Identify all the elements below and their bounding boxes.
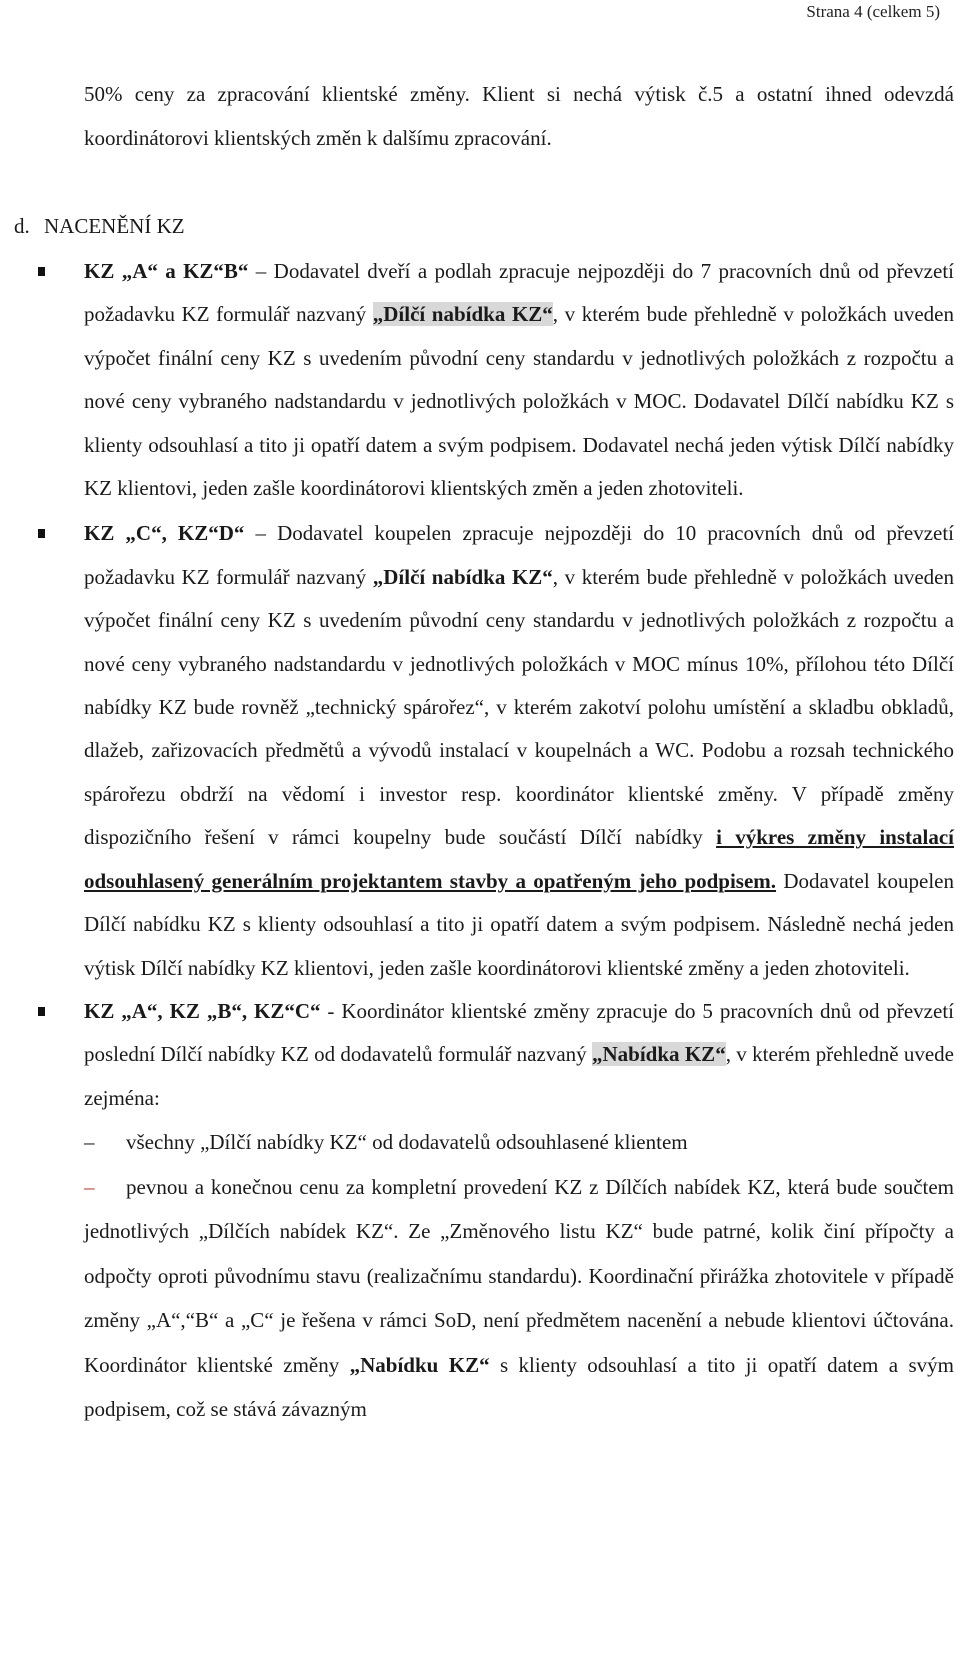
bullet-text: – Dodavatel koupelen zpracuje nejpozději do 10 pracovních dnů od převzetí požadavku KZ formulář nazvaný (84, 521, 955, 589)
page-number: Strana 4 (celkem 5) (806, 2, 940, 21)
bullet-lead: KZ „C“, KZ“D“ (84, 521, 245, 546)
form-name: „Dílčí nabídka KZ“ (372, 302, 553, 327)
bullet-text: , v kterém bude přehledně v položkách uveden výpočet finální ceny KZ s uvedením původní ceny standardu v jednotlivých položkách z rozpočtu a nové ceny vybraného nadstandardu v jednotlivých položkách v MOC. Dodavatel Dílčí nabídku KZ s klienty odsouhlasí a tito ji opatří datem a svým podpisem. Dodavatel nechá jeden výtisk Dílčí nabídky KZ klientovi, jeden zašle koordinátorovi klientských změn a jeden zhotoviteli. (84, 302, 954, 501)
section-number: d. (14, 214, 30, 238)
square-bullet-icon (38, 267, 45, 276)
bullet-text: – Dodavatel dveří a podlah zpracuje nejpozději do 7 pracovních dnů od převzetí požadavku KZ formulář nazvaný (84, 259, 954, 327)
bullet-lead: KZ „A“ a KZ“B“ (84, 259, 249, 283)
bullet-lead: KZ „A“, KZ „B“, KZ“C“ (84, 998, 321, 1023)
bullet-list (84, 250, 954, 1432)
bullet-text: , v kterém přehledně uvede zejména: (84, 1042, 954, 1110)
form-name: „Nabídka KZ“ (591, 1042, 726, 1067)
dash-item-text: všechny „Dílčí nabídky KZ“ od dodavatelů odsouhlasené klientem (126, 1130, 688, 1155)
dash-item-1 (84, 1120, 954, 1165)
square-bullet-icon (38, 1007, 45, 1016)
bullet-item-ab (84, 250, 954, 510)
dash-marker: – (84, 1174, 95, 1199)
bullet-text: Dodavatel koupelen Dílčí nabídku KZ s klienty odsouhlasí a tito ji opatří datem a svým podpisem. Následně nechá jeden výtisk Dílčí nabídky KZ klientovi, jeden zašle koordinátorovi klientské změny a jeden zhotoviteli. (84, 868, 954, 980)
form-name: „Nabídku KZ“ (349, 1352, 490, 1377)
underlined-requirement: i výkres změny instalací odsouhlasený generálním projektantem stavby a opatřeným jeho podpisem. (84, 825, 954, 893)
bullet-text: , v kterém bude přehledně v položkách uveden výpočet finální ceny KZ s uvedením původní ceny standardu v jednotlivých položkách z rozpočtu a nové ceny vybraného nadstandardu v jednotlivých položkách v MOC mínus 10%, přílohou této Dílčí nabídky KZ bude rovněž „technický spárořez“, v kterém zakotví polohu umístění a skladbu obkladů, dlažeb, zařizovacích předmětů a vývodů instalací v koupelnách a WC. Podobu a rozsah technického spárořezu obdrží na vědomí i investor resp. koordinátor klientské změny. V případě změny dispozičního řešení v rámci koupelny bude součástí Dílčí nabídky (84, 564, 954, 850)
dash-item-text: s klienty odsouhlasí a tito ji opatří datem a svým podpisem, což se stává závazným (84, 1352, 955, 1422)
dash-marker: – (84, 1130, 95, 1155)
form-name: „Dílčí nabídka KZ“ (372, 564, 553, 589)
section-title: NACENĚNÍ KZ (44, 214, 185, 238)
dash-item-2 (84, 1165, 954, 1432)
section-heading (14, 204, 185, 248)
square-bullet-icon (38, 529, 45, 538)
intro-paragraph: 50% ceny za zpracování klientské změny. Klient si nechá výtisk č.5 a ostatní ihned odevzdá koordinátorovi klientských změn k dalšímu zpracování. (84, 82, 954, 150)
dash-item-text: pevnou a konečnou cenu za kompletní provedení KZ z Dílčích nabídek KZ, která bude součtem jednotlivých „Dílčích nabídek KZ“. Ze „Změnového listu KZ“ bude patrné, kolik činí přípočty a odpočty oproti původnímu stavu (realizačnímu standardu). Koordinační přirážka zhotovitele v případě změny „A“,“B“ a „C“ je řešena v rámci SoD, není předmětem nacenění a nebude klientovi účtována. Koordinátor klientské změny (84, 1174, 954, 1377)
bullet-item-abc (84, 990, 954, 1120)
bullet-text: - Koordinátor klientské změny zpracuje do 5 pracovních dnů od převzetí poslední Dílčí nabídky KZ od dodavatelů formulář nazvaný (84, 998, 954, 1067)
bullet-item-cd (84, 512, 954, 989)
